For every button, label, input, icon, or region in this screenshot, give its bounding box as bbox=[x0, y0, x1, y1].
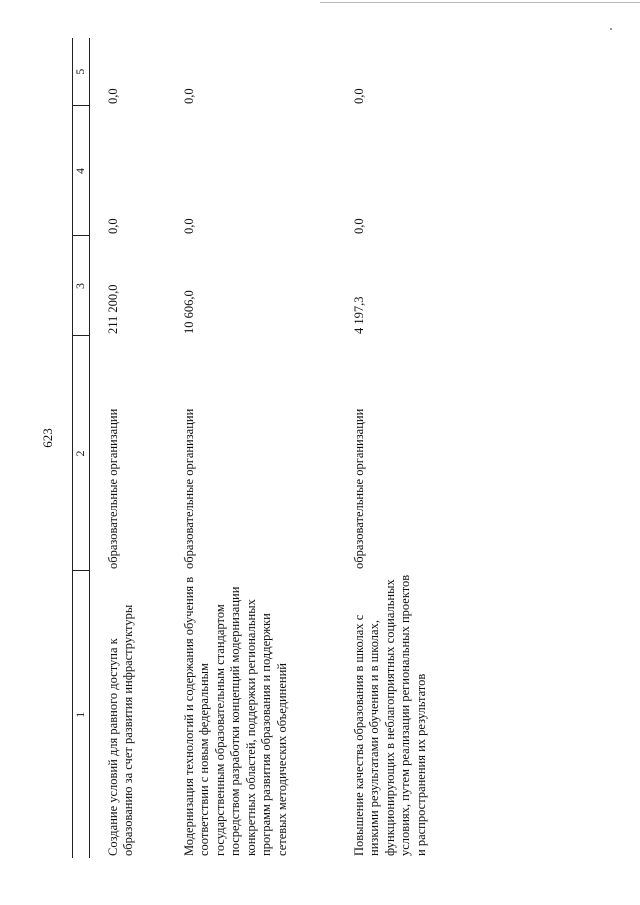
amount-col4: 0,0 bbox=[105, 218, 120, 234]
amount-col5: 0,0 bbox=[351, 88, 366, 104]
amount-col3: 4 197,3 bbox=[351, 296, 366, 334]
table-row bbox=[340, 38, 462, 858]
table-row bbox=[170, 38, 340, 858]
amount-col5: 0,0 bbox=[105, 88, 120, 104]
column-header-3: 3 bbox=[73, 236, 90, 336]
amount-col3: 10 606,0 bbox=[181, 290, 196, 334]
page-number: 623 bbox=[40, 428, 55, 448]
amount-col4: 0,0 bbox=[351, 218, 366, 234]
column-number-row bbox=[73, 38, 90, 858]
executor-cell: образовательные организации bbox=[351, 408, 366, 569]
amount-col4: 0,0 bbox=[181, 218, 196, 234]
column-header-2: 2 bbox=[73, 336, 90, 571]
column-header-4: 4 bbox=[73, 106, 90, 236]
table-row bbox=[89, 38, 170, 858]
scan-edge-line bbox=[320, 2, 640, 3]
measure-name: Повышение качества образования в школах с низкими результатами обучения и в школах, функционирующих в неблагоприятных социальных условиях, путем реализации региональных проектов и распространения их результатов bbox=[351, 574, 428, 856]
column-header-5: 5 bbox=[73, 38, 90, 106]
executor-cell: образовательные организации bbox=[105, 408, 120, 569]
amount-col5: 0,0 bbox=[181, 88, 196, 104]
scan-speck bbox=[610, 28, 612, 30]
measure-name: Создание условий для равного доступа к образованию за счет развития инфраструктуры bbox=[105, 604, 135, 856]
amount-col3: 211 200,0 bbox=[105, 284, 120, 334]
measure-name: Модернизация технологий и содержания обучения в соответствии с новым федеральным государственным образовательным стандартом посредством разработки концепций модернизации конкретных областей, поддержки региональных программ развития образования и поддержки сетевых методических объединений bbox=[181, 576, 289, 856]
budget-table bbox=[72, 38, 462, 858]
executor-cell: образовательные организации bbox=[181, 408, 196, 569]
rotated-page bbox=[38, 38, 638, 858]
column-header-1: 1 bbox=[73, 571, 90, 858]
